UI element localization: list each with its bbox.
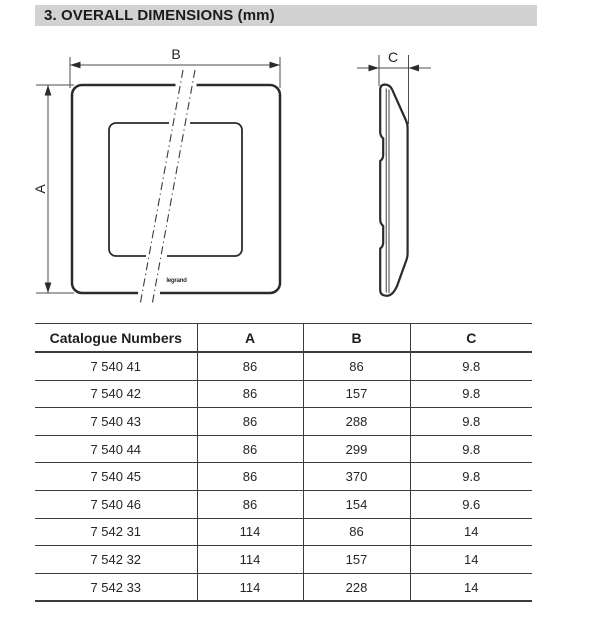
table-row <box>35 352 532 380</box>
dimension-value-cell: 86 <box>197 408 303 436</box>
col-header-b: B <box>303 324 410 353</box>
table-row <box>35 573 532 601</box>
catalogue-number-cell: 7 540 43 <box>35 408 197 436</box>
dimension-b <box>70 46 280 88</box>
table-row <box>35 518 532 546</box>
section-title: 3. OVERALL DIMENSIONS (mm) <box>44 7 275 24</box>
dimension-value-cell: 157 <box>303 546 410 574</box>
table-row <box>35 408 532 436</box>
dimension-value-cell: 86 <box>303 352 410 380</box>
dimension-value-cell: 14 <box>410 573 532 601</box>
arrowhead-down-icon <box>45 283 52 294</box>
legrand-logo: legrand <box>166 277 187 284</box>
table-header-row <box>35 324 532 353</box>
front-view <box>32 46 280 305</box>
dimension-value-cell: 9.8 <box>410 463 532 491</box>
plate-outer-outline <box>72 85 280 293</box>
dimension-value-cell: 370 <box>303 463 410 491</box>
dimension-value-cell: 9.8 <box>410 352 532 380</box>
dimension-value-cell: 228 <box>303 573 410 601</box>
table-section <box>35 323 532 602</box>
dimension-value-cell: 9.8 <box>410 408 532 436</box>
arrowhead-left-icon <box>70 62 81 69</box>
side-view <box>357 49 431 296</box>
dimension-value-cell: 9.8 <box>410 435 532 463</box>
table-row <box>35 435 532 463</box>
catalogue-number-cell: 7 540 44 <box>35 435 197 463</box>
catalogue-number-cell: 7 540 46 <box>35 490 197 518</box>
table-row <box>35 546 532 574</box>
dimension-value-cell: 86 <box>197 463 303 491</box>
col-header-catalogue-numbers: Catalogue Numbers <box>35 324 197 353</box>
arrowhead-up-icon <box>45 85 52 96</box>
dimension-value-cell: 114 <box>197 518 303 546</box>
dimension-value-cell: 154 <box>303 490 410 518</box>
table-row <box>35 380 532 408</box>
dimension-value-cell: 114 <box>197 573 303 601</box>
table-body <box>35 352 532 601</box>
dimension-value-cell: 86 <box>197 490 303 518</box>
catalogue-number-cell: 7 540 42 <box>35 380 197 408</box>
dimension-value-cell: 14 <box>410 518 532 546</box>
dimension-value-cell: 157 <box>303 380 410 408</box>
catalogue-number-cell: 7 540 41 <box>35 352 197 380</box>
catalogue-number-cell: 7 542 32 <box>35 546 197 574</box>
table-header <box>35 324 532 353</box>
arrowhead-right-icon <box>270 62 281 69</box>
table-row <box>35 463 532 491</box>
dimension-value-cell: 114 <box>197 546 303 574</box>
dimension-value-cell: 86 <box>303 518 410 546</box>
dimension-value-cell: 299 <box>303 435 410 463</box>
dimension-c-label: C <box>387 49 399 65</box>
dimension-a-label: A <box>32 184 48 194</box>
dimension-value-cell: 9.6 <box>410 490 532 518</box>
dimension-value-cell: 86 <box>197 435 303 463</box>
dimension-value-cell: 86 <box>197 352 303 380</box>
dimension-value-cell: 9.8 <box>410 380 532 408</box>
arrowhead-left-icon <box>409 65 420 72</box>
col-header-c: C <box>410 324 532 353</box>
table-row <box>35 490 532 518</box>
dimension-value-cell: 288 <box>303 408 410 436</box>
dimensions-table <box>35 323 532 602</box>
catalogue-number-cell: 7 542 33 <box>35 573 197 601</box>
plate-side-profile <box>380 85 407 296</box>
catalogue-number-cell: 7 542 31 <box>35 518 197 546</box>
arrowhead-right-icon <box>369 65 380 72</box>
dimension-value-cell: 14 <box>410 546 532 574</box>
col-header-a: A <box>197 324 303 353</box>
dimension-b-label: B <box>171 46 181 62</box>
dimension-a <box>32 85 74 293</box>
dimension-value-cell: 86 <box>197 380 303 408</box>
catalogue-number-cell: 7 540 45 <box>35 463 197 491</box>
